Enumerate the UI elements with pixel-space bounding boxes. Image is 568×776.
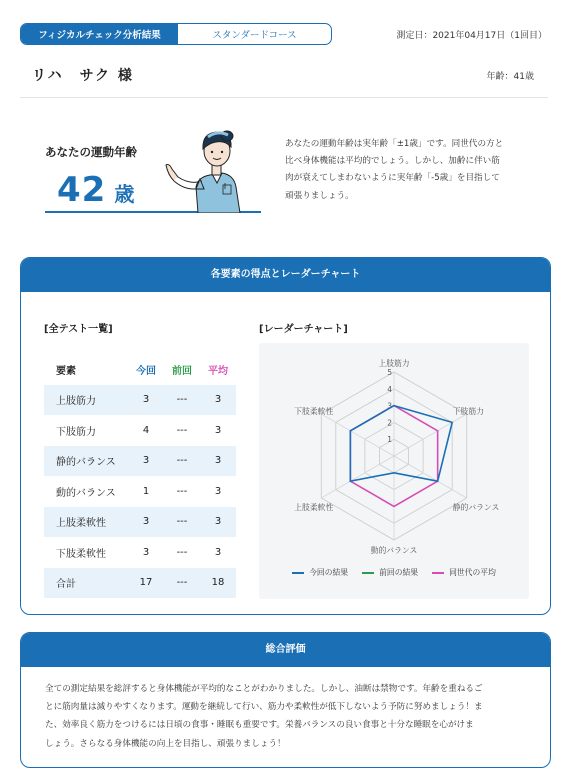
measurement-date: 測定日：2021年04月17日（1回目） [396,31,547,41]
cell-current: 4 [142,424,150,436]
radar-spoke [394,456,467,498]
summary-line: とに筋肉量は減りやすくなります。運動を継続して行い、筋力や柔軟性が低下しないよう予防に努めましょう！ま [45,702,483,713]
cell-previous: --- [164,385,200,416]
summary-panel-title: 総合評価 [21,633,550,667]
radar-spoke [321,456,394,498]
cell-current: 3 [128,507,164,538]
cell-element: 下肢筋力 [56,426,96,438]
motor-age-description [285,136,535,205]
scores-panel [20,257,551,615]
cell-previous: --- [164,446,200,477]
summary-line: しょう。さらなる身体機能の向上を目指し、頑張りましょう！ [45,738,286,749]
desc-line: 比べ身体機能は平均的でしょう。しかし、加齢に伴い筋 [285,156,500,167]
radar-spoke [321,414,394,456]
table-row [44,446,236,477]
radar-category-label: 動的バランス [370,546,418,555]
desc-line: 頑張りましょう。 [285,190,354,201]
cell-current: 17 [128,568,164,599]
legend-item-average [432,567,496,578]
cell-current: 1 [142,485,150,497]
col-header-current: 今回 [136,365,156,377]
motor-age-value [57,170,134,210]
scores-table [44,354,236,598]
cell-element: 上肢筋力 [44,385,128,416]
table-total-row [44,568,236,599]
cell-element: 上肢柔軟性 [44,507,128,538]
cell-element: 下肢柔軟性 [56,548,106,560]
col-header-previous: 前回 [172,365,192,377]
legend-swatch-previous [362,572,374,574]
cell-average: 3 [200,385,236,416]
legend-label-current: 今回の結果 [309,568,349,577]
cell-current: 3 [128,385,164,416]
table-row [44,537,236,568]
header-divider [20,97,548,98]
legend-label-average: 同世代の平均 [449,568,496,577]
report-tabs [20,23,332,45]
legend-swatch-current [292,572,304,574]
cell-average: 18 [200,568,236,599]
cell-average: 3 [200,446,236,477]
motor-age-number: 42 [57,170,107,210]
table-row [44,415,236,446]
summary-panel [20,632,551,768]
cell-element: 静的バランス [44,446,128,477]
cell-average: 3 [214,424,222,436]
cell-previous: --- [176,546,188,558]
scores-panel-title: 各要素の得点とレーダーチャート [21,258,550,292]
cell-average: 3 [214,485,222,497]
radar-tick-label: 3 [387,401,392,411]
summary-line: た、効率良く筋力をつけるには日頃の食事・睡眠も重要です。栄養バランスの良い食事と十分な睡眠を心がけま [45,720,474,731]
legend-swatch-average [432,572,444,574]
table-row [44,385,236,416]
cell-previous: --- [176,424,188,436]
table-header-row [44,354,236,385]
summary-line: 全ての測定結果を総評すると身体機能が平均的なことがわかりました。しかし、油断は禁物です。年齢を重ねるご [45,684,483,694]
radar-title: [レーダーチャート] [259,324,348,335]
radar-chart-box [259,343,529,599]
radar-spoke [394,414,467,456]
tab-physical-check[interactable]: フィジカルチェック分析結果 [21,24,178,44]
radar-tick-label: 4 [387,384,392,394]
radar-category-label: 上肢柔軟性 [294,503,334,512]
cell-previous: --- [164,507,200,538]
table-row [44,507,236,538]
tab-standard-course[interactable]: スタンダードコース [212,30,297,41]
radar-category-label: 上肢筋力 [378,359,410,368]
cell-average: 3 [200,507,236,538]
motor-age-title: あなたの運動年齢 [45,145,137,159]
cell-current: 3 [128,446,164,477]
radar-category-label: 下肢柔軟性 [294,407,334,416]
radar-chart [259,343,529,563]
radar-category-label: 下肢筋力 [452,407,484,416]
col-header-element: 要素 [56,365,76,377]
radar-tick-label: 5 [387,368,392,377]
cell-previous: --- [176,485,188,497]
cell-current: 3 [142,546,150,558]
test-list-title: [全テスト一覧] [44,324,113,335]
cell-element: 動的バランス [56,487,116,499]
legend-label-previous: 前回の結果 [379,568,419,577]
nurse-illustration [160,127,260,213]
desc-line: 肉が衰えてしまわないように実年齢「-5歳」を目指して [285,173,500,184]
motor-age-unit: 歳 [114,182,135,206]
radar-legend [259,567,529,578]
summary-text [21,667,550,753]
desc-line: あなたの運動年齢は実年齢「±1歳」です。同世代の方と [285,139,504,149]
table-row [44,476,236,507]
cell-average: 3 [214,546,222,558]
radar-tick-label: 2 [387,418,392,428]
radar-tick-label: 1 [387,435,392,445]
patient-age: 年齢：41歳 [486,72,534,82]
patient-name: リハ サク 様 [32,68,134,84]
col-header-average: 平均 [208,365,228,377]
cell-previous: --- [164,568,200,599]
legend-item-current [292,567,348,578]
radar-category-label: 静的バランス [452,503,500,512]
legend-item-previous [362,567,418,578]
cell-element: 合計 [44,568,128,599]
